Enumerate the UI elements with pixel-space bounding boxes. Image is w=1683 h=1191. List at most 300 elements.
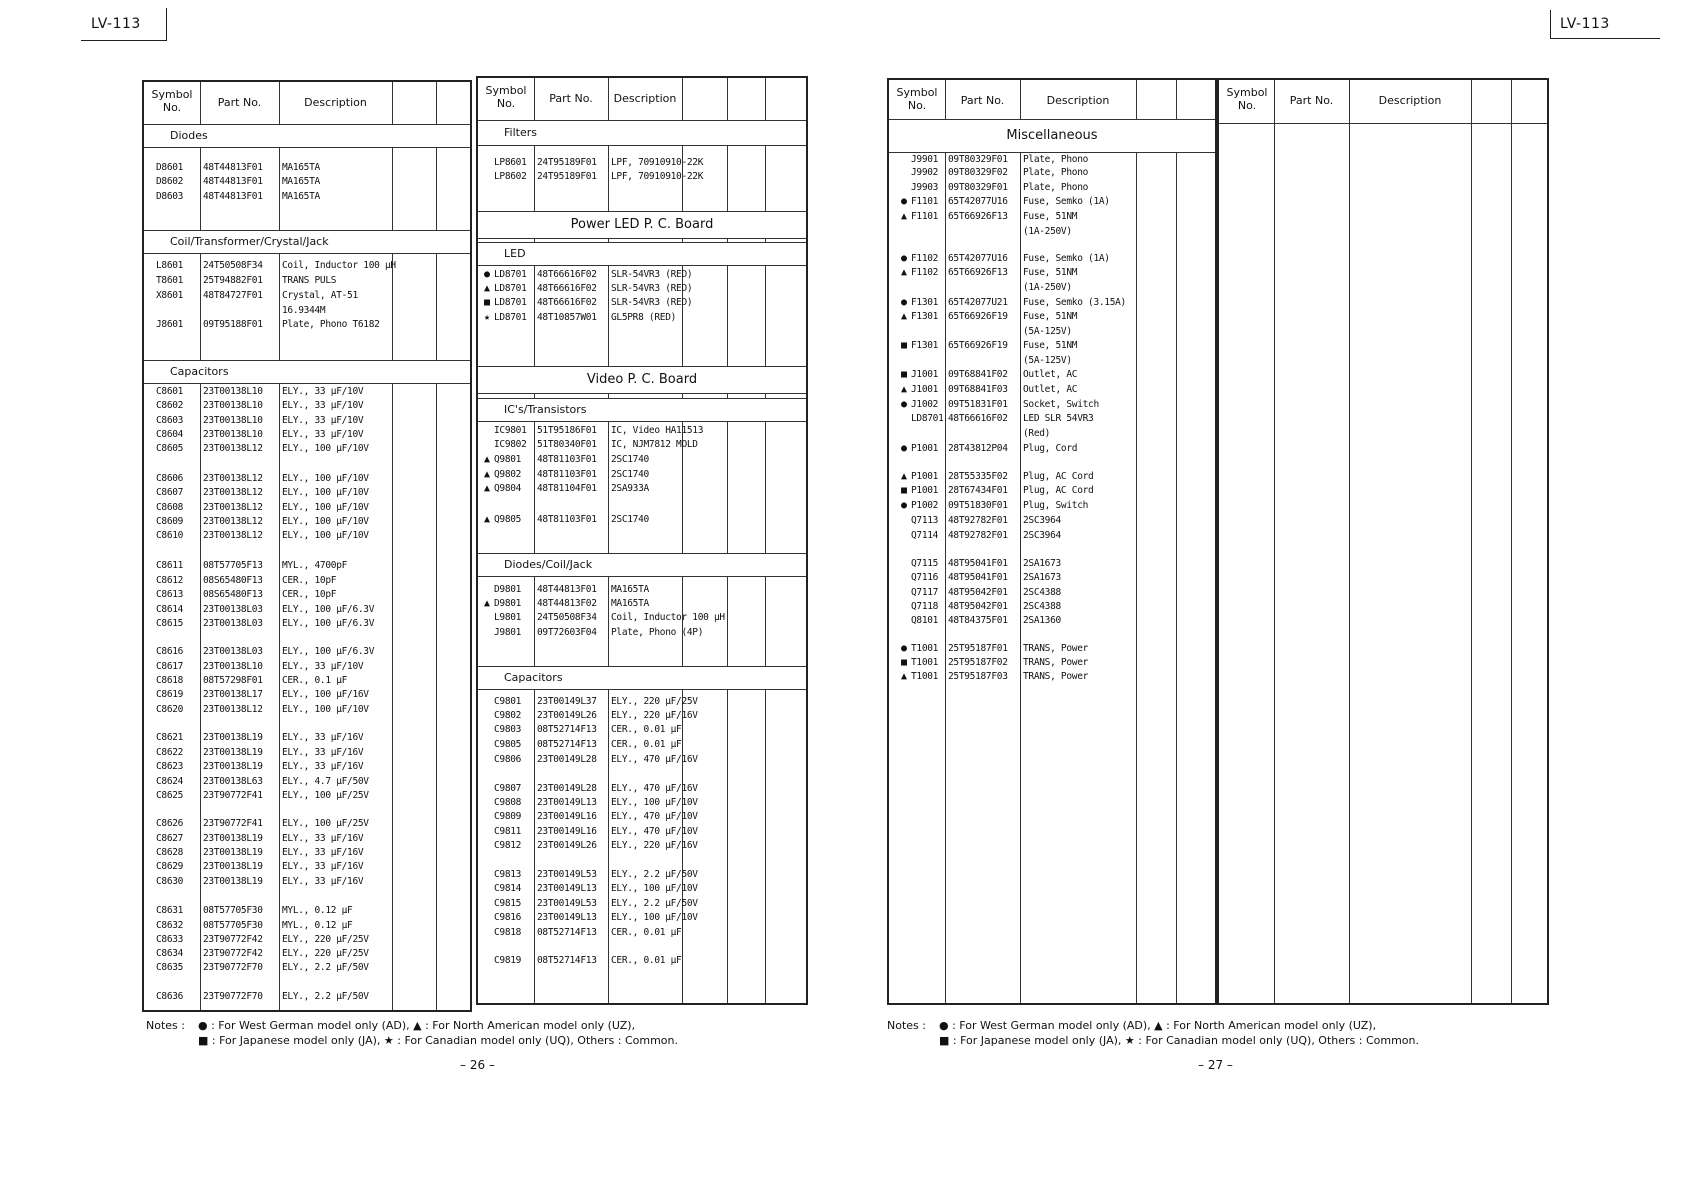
row-part-no: 23T00138L17 bbox=[203, 689, 263, 700]
row-part-no: 28T43812P04 bbox=[948, 443, 1008, 454]
row-symbol: D8603 bbox=[156, 191, 184, 202]
notes-line2: ■ : For Japanese model only (JA), ★ : For Canadian model only (UQ), Others : Common. bbox=[939, 1034, 1420, 1047]
row-part-no: 23T00138L10 bbox=[203, 429, 263, 440]
row-symbol: X8601 bbox=[156, 290, 184, 301]
row-description: ELY., 100 μF/6.3V bbox=[282, 604, 375, 615]
row-part-no: 23T00138L10 bbox=[203, 400, 263, 411]
row-symbol: J9901 bbox=[911, 154, 939, 165]
row-marker: ▲ bbox=[901, 471, 907, 482]
row-part-no: 23T00138L12 bbox=[203, 516, 263, 527]
row-description: Plate, Phono T6182 bbox=[282, 319, 380, 330]
row-symbol: C8601 bbox=[156, 386, 184, 397]
row-description: 2SC4388 bbox=[1023, 587, 1061, 598]
section-heading: Capacitors bbox=[478, 666, 806, 690]
row-part-no: 23T00149L53 bbox=[537, 898, 597, 909]
row-symbol: C9808 bbox=[494, 797, 522, 808]
row-part-no: 48T81103F01 bbox=[537, 514, 597, 525]
row-symbol: P1002 bbox=[911, 500, 939, 511]
row-part-no: 48T10857W01 bbox=[537, 312, 597, 323]
row-description: ELY., 220 μF/25V bbox=[282, 934, 369, 945]
row-symbol: C8623 bbox=[156, 761, 184, 772]
row-part-no: 23T00138L12 bbox=[203, 487, 263, 498]
row-symbol: F1101 bbox=[911, 211, 939, 222]
model-number-left: LV-113 bbox=[91, 16, 141, 32]
row-symbol: IC9801 bbox=[494, 425, 527, 436]
row-part-no: 48T66616F02 bbox=[537, 269, 597, 280]
row-part-no: 23T00149L13 bbox=[537, 912, 597, 923]
section-heading: Power LED P. C. Board bbox=[478, 211, 806, 239]
model-number-right: LV-113 bbox=[1560, 16, 1610, 32]
row-description: 2SC1740 bbox=[611, 514, 649, 525]
row-part-no: 09T51831F01 bbox=[948, 399, 1008, 410]
row-description: ELY., 33 μF/16V bbox=[282, 747, 364, 758]
row-description: ELY., 220 μF/16V bbox=[611, 840, 698, 851]
row-description: (1A-250V) bbox=[1023, 282, 1072, 293]
row-part-no: 48T95041F01 bbox=[948, 572, 1008, 583]
row-marker: ▲ bbox=[484, 483, 490, 494]
row-marker: ▲ bbox=[901, 671, 907, 682]
row-description: Fuse, 51NM bbox=[1023, 211, 1078, 222]
section-heading: Coil/Transformer/Crystal/Jack bbox=[144, 230, 470, 254]
row-description: ELY., 100 μF/10V bbox=[282, 704, 369, 715]
row-description: Outlet, AC bbox=[1023, 369, 1078, 380]
row-symbol: C8632 bbox=[156, 920, 184, 931]
column-divider bbox=[436, 82, 437, 1010]
row-description: Plug, AC Cord bbox=[1023, 485, 1094, 496]
row-description: MA165TA bbox=[611, 598, 649, 609]
row-description: CER., 10pF bbox=[282, 575, 337, 586]
row-part-no: 65T42077U21 bbox=[948, 297, 1008, 308]
row-symbol: C9809 bbox=[494, 811, 522, 822]
row-part-no: 24T50508F34 bbox=[203, 260, 263, 271]
row-description: TRANS, Power bbox=[1023, 657, 1089, 668]
row-symbol: L9801 bbox=[494, 612, 522, 623]
row-part-no: 48T81104F01 bbox=[537, 483, 597, 494]
header-symbol-no: Symbol No. bbox=[1226, 86, 1268, 112]
row-part-no: 23T00138L03 bbox=[203, 618, 263, 629]
row-part-no: 23T00149L37 bbox=[537, 696, 597, 707]
row-part-no: 48T44813F01 bbox=[203, 162, 263, 173]
row-part-no: 65T66926F13 bbox=[948, 211, 1008, 222]
row-description: ELY., 33 μF/10V bbox=[282, 400, 364, 411]
row-symbol: LD8701 bbox=[494, 283, 527, 294]
row-part-no: 08T57705F13 bbox=[203, 560, 263, 571]
row-marker: ● bbox=[901, 196, 907, 207]
row-part-no: 48T44813F01 bbox=[203, 191, 263, 202]
section-heading: Diodes/Coil/Jack bbox=[478, 553, 806, 577]
row-symbol: C8631 bbox=[156, 905, 184, 916]
row-description: Fuse, 51NM bbox=[1023, 311, 1078, 322]
row-part-no: 09T80329F01 bbox=[948, 154, 1008, 165]
row-marker: ● bbox=[901, 500, 907, 511]
row-description: 2SC3964 bbox=[1023, 515, 1061, 526]
row-part-no: 09T68841F03 bbox=[948, 384, 1008, 395]
header-description: Description bbox=[1378, 94, 1442, 107]
row-part-no: 23T00138L12 bbox=[203, 443, 263, 454]
row-description: ELY., 100 μF/6.3V bbox=[282, 646, 375, 657]
column-divider bbox=[279, 82, 280, 1010]
row-symbol: D8601 bbox=[156, 162, 184, 173]
row-marker: ■ bbox=[901, 369, 907, 380]
row-part-no: 65T42077U16 bbox=[948, 253, 1008, 264]
page-number-left: – 26 – bbox=[460, 1058, 495, 1072]
row-part-no: 28T55335F02 bbox=[948, 471, 1008, 482]
row-description: MYL., 0.12 μF bbox=[282, 905, 353, 916]
notes-left bbox=[146, 1018, 679, 1047]
row-part-no: 48T81103F01 bbox=[537, 469, 597, 480]
row-symbol: C8636 bbox=[156, 991, 184, 1002]
row-symbol: C9813 bbox=[494, 869, 522, 880]
row-part-no: 23T00149L28 bbox=[537, 754, 597, 765]
row-description: (Red) bbox=[1023, 428, 1051, 439]
row-description: ELY., 33 μF/10V bbox=[282, 661, 364, 672]
row-part-no: 09T68841F02 bbox=[948, 369, 1008, 380]
row-marker: ▲ bbox=[901, 384, 907, 395]
row-part-no: 23T00149L28 bbox=[537, 783, 597, 794]
notes-line2: ■ : For Japanese model only (JA), ★ : For Canadian model only (UQ), Others : Common. bbox=[198, 1034, 679, 1047]
row-marker: ▲ bbox=[484, 514, 490, 525]
row-description: CER., 0.01 μF bbox=[611, 955, 682, 966]
row-description: ELY., 100 μF/10V bbox=[282, 516, 369, 527]
row-part-no: 48T95041F01 bbox=[948, 558, 1008, 569]
row-description: Plate, Phono bbox=[1023, 167, 1089, 178]
row-marker: ■ bbox=[901, 340, 907, 351]
row-description: Fuse, Semko (1A) bbox=[1023, 253, 1110, 264]
row-description: IC, Video HA11513 bbox=[611, 425, 704, 436]
row-symbol: C8613 bbox=[156, 589, 184, 600]
row-description: ELY., 100 μF/25V bbox=[282, 818, 369, 829]
row-description: Crystal, AT-51 bbox=[282, 290, 358, 301]
column-divider bbox=[1511, 80, 1512, 1003]
row-part-no: 23T00149L26 bbox=[537, 710, 597, 721]
row-marker: ■ bbox=[901, 657, 907, 668]
row-symbol: J1001 bbox=[911, 384, 939, 395]
row-part-no: 48T66616F02 bbox=[948, 413, 1008, 424]
row-description: ELY., 33 μF/16V bbox=[282, 847, 364, 858]
parts-table-column-1 bbox=[142, 80, 472, 1012]
row-symbol: C8603 bbox=[156, 415, 184, 426]
row-part-no: 48T95042F01 bbox=[948, 601, 1008, 612]
row-part-no: 48T66616F02 bbox=[537, 297, 597, 308]
row-symbol: C9819 bbox=[494, 955, 522, 966]
row-description: ELY., 100 μF/10V bbox=[611, 797, 698, 808]
row-description: ELY., 4.7 μF/50V bbox=[282, 776, 369, 787]
row-part-no: 48T84727F01 bbox=[203, 290, 263, 301]
header-description: Description bbox=[613, 92, 677, 105]
row-description: 2SC3964 bbox=[1023, 530, 1061, 541]
row-part-no: 65T66926F19 bbox=[948, 340, 1008, 351]
row-description: ELY., 470 μF/10V bbox=[611, 826, 698, 837]
row-part-no: 08T57705F30 bbox=[203, 905, 263, 916]
row-marker: ● bbox=[901, 253, 907, 264]
page-header-right bbox=[1560, 16, 1610, 32]
row-marker: ● bbox=[901, 297, 907, 308]
row-symbol: C8614 bbox=[156, 604, 184, 615]
row-description: ELY., 33 μF/10V bbox=[282, 429, 364, 440]
row-description: Socket, Switch bbox=[1023, 399, 1099, 410]
row-description: ELY., 100 μF/10V bbox=[282, 443, 369, 454]
row-symbol: C8611 bbox=[156, 560, 184, 571]
row-part-no: 65T66926F19 bbox=[948, 311, 1008, 322]
row-symbol: T1001 bbox=[911, 643, 939, 654]
row-part-no: 09T80329F02 bbox=[948, 167, 1008, 178]
row-description: CER., 0.01 μF bbox=[611, 724, 682, 735]
row-symbol: F1301 bbox=[911, 311, 939, 322]
header-part-no: Part No. bbox=[1289, 94, 1334, 107]
row-part-no: 23T90772F42 bbox=[203, 948, 263, 959]
row-description: Plug, AC Cord bbox=[1023, 471, 1094, 482]
row-symbol: C8606 bbox=[156, 473, 184, 484]
row-marker: ▲ bbox=[484, 454, 490, 465]
row-part-no: 25T95187F02 bbox=[948, 657, 1008, 668]
page-header-left bbox=[91, 16, 141, 32]
row-symbol: C8607 bbox=[156, 487, 184, 498]
row-part-no: 08T57705F30 bbox=[203, 920, 263, 931]
row-part-no: 23T00138L03 bbox=[203, 604, 263, 615]
parts-table-column-4 bbox=[1217, 78, 1549, 1005]
row-symbol: C9806 bbox=[494, 754, 522, 765]
row-description: TRANS, Power bbox=[1023, 643, 1089, 654]
row-part-no: 24T50508F34 bbox=[537, 612, 597, 623]
section-heading: IC's/Transistors bbox=[478, 398, 806, 422]
row-part-no: 65T66926F13 bbox=[948, 267, 1008, 278]
row-symbol: C8621 bbox=[156, 732, 184, 743]
row-part-no: 48T95042F01 bbox=[948, 587, 1008, 598]
row-marker: ▲ bbox=[901, 211, 907, 222]
row-description: ELY., 470 μF/16V bbox=[611, 783, 698, 794]
row-description: ELY., 33 μF/10V bbox=[282, 415, 364, 426]
row-symbol: T8601 bbox=[156, 275, 184, 286]
row-description: ELY., 220 μF/16V bbox=[611, 710, 698, 721]
row-description: ELY., 100 μF/25V bbox=[282, 790, 369, 801]
row-part-no: 23T90772F41 bbox=[203, 790, 263, 801]
row-part-no: 48T92782F01 bbox=[948, 530, 1008, 541]
header-description: Description bbox=[304, 96, 367, 109]
row-description: MYL., 0.12 μF bbox=[282, 920, 353, 931]
row-description: 2SA933A bbox=[611, 483, 649, 494]
row-description: SLR-54VR3 (RED) bbox=[611, 283, 693, 294]
row-symbol: C9812 bbox=[494, 840, 522, 851]
row-part-no: 08S65480F13 bbox=[203, 575, 263, 586]
row-part-no: 51T80340F01 bbox=[537, 439, 597, 450]
row-part-no: 23T00138L19 bbox=[203, 833, 263, 844]
row-symbol: C8634 bbox=[156, 948, 184, 959]
row-part-no: 48T84375F01 bbox=[948, 615, 1008, 626]
row-description: (1A-250V) bbox=[1023, 226, 1072, 237]
table-header bbox=[1219, 80, 1547, 124]
section-heading: Capacitors bbox=[144, 360, 470, 384]
row-part-no: 48T44813F01 bbox=[537, 584, 597, 595]
row-symbol: C8618 bbox=[156, 675, 184, 686]
row-symbol: Q7114 bbox=[911, 530, 939, 541]
row-marker: ▲ bbox=[484, 598, 490, 609]
row-symbol: C8627 bbox=[156, 833, 184, 844]
row-part-no: 08T57298F01 bbox=[203, 675, 263, 686]
row-symbol: C8629 bbox=[156, 861, 184, 872]
row-part-no: 48T81103F01 bbox=[537, 454, 597, 465]
notes-right bbox=[887, 1018, 1420, 1047]
row-symbol: F1301 bbox=[911, 340, 939, 351]
row-part-no: 23T90772F70 bbox=[203, 991, 263, 1002]
row-part-no: 24T95189F01 bbox=[537, 171, 597, 182]
row-description: ELY., 470 μF/10V bbox=[611, 811, 698, 822]
header-part-no: Part No. bbox=[549, 92, 593, 105]
row-description: TRANS PULS bbox=[282, 275, 337, 286]
row-part-no: 09T51830F01 bbox=[948, 500, 1008, 511]
row-symbol: J8601 bbox=[156, 319, 184, 330]
row-part-no: 23T00138L19 bbox=[203, 847, 263, 858]
row-description: SLR-54VR3 (RED) bbox=[611, 269, 693, 280]
row-description: CER., 10pF bbox=[282, 589, 337, 600]
row-symbol: C8626 bbox=[156, 818, 184, 829]
row-description: LPF, 70910910-22K bbox=[611, 171, 704, 182]
row-symbol: C8619 bbox=[156, 689, 184, 700]
row-symbol: C8615 bbox=[156, 618, 184, 629]
page-number-right: – 27 – bbox=[1198, 1058, 1233, 1072]
row-part-no: 23T00138L12 bbox=[203, 473, 263, 484]
row-part-no: 23T00138L10 bbox=[203, 661, 263, 672]
row-part-no: 08S65480F13 bbox=[203, 589, 263, 600]
row-part-no: 23T00138L19 bbox=[203, 876, 263, 887]
row-symbol: F1102 bbox=[911, 253, 939, 264]
row-description: CER., 0.01 μF bbox=[611, 739, 682, 750]
row-description: MA165TA bbox=[611, 584, 649, 595]
row-description: IC, NJM7812 MOLD bbox=[611, 439, 698, 450]
row-description: MA165TA bbox=[282, 191, 320, 202]
row-part-no: 08T52714F13 bbox=[537, 724, 597, 735]
row-symbol: C8624 bbox=[156, 776, 184, 787]
row-symbol: J9902 bbox=[911, 167, 939, 178]
column-divider bbox=[1274, 80, 1275, 1003]
row-part-no: 23T00138L19 bbox=[203, 747, 263, 758]
row-symbol: L8601 bbox=[156, 260, 184, 271]
row-description: ELY., 2.2 μF/50V bbox=[611, 869, 698, 880]
row-symbol: IC9802 bbox=[494, 439, 527, 450]
parts-table-column-3 bbox=[887, 78, 1217, 1005]
parts-table-column-2 bbox=[476, 76, 808, 1005]
row-description: ELY., 33 μF/16V bbox=[282, 833, 364, 844]
header-description: Description bbox=[1046, 94, 1110, 107]
row-symbol: Q7113 bbox=[911, 515, 939, 526]
row-marker: ● bbox=[901, 643, 907, 654]
row-symbol: LD8701 bbox=[911, 413, 944, 424]
row-description: ELY., 100 μF/10V bbox=[611, 883, 698, 894]
row-symbol: LP8601 bbox=[494, 157, 527, 168]
column-divider bbox=[1136, 80, 1137, 1003]
row-description: Plate, Phono bbox=[1023, 154, 1089, 165]
row-description: ELY., 33 μF/16V bbox=[282, 732, 364, 743]
row-part-no: 23T90772F70 bbox=[203, 962, 263, 973]
row-symbol: C9805 bbox=[494, 739, 522, 750]
row-description: 16.9344M bbox=[282, 305, 326, 316]
row-symbol: D8602 bbox=[156, 176, 184, 187]
row-part-no: 48T92782F01 bbox=[948, 515, 1008, 526]
header-part-no: Part No. bbox=[960, 94, 1005, 107]
row-description: Plug, Switch bbox=[1023, 500, 1089, 511]
row-symbol: C8628 bbox=[156, 847, 184, 858]
row-description: Plug, Cord bbox=[1023, 443, 1078, 454]
row-symbol: Q7116 bbox=[911, 572, 939, 583]
header-rule bbox=[1550, 38, 1660, 39]
row-symbol: C8635 bbox=[156, 962, 184, 973]
row-part-no: 24T95189F01 bbox=[537, 157, 597, 168]
row-part-no: 23T00138L12 bbox=[203, 704, 263, 715]
column-divider bbox=[1471, 80, 1472, 1003]
row-part-no: 09T95188F01 bbox=[203, 319, 263, 330]
row-symbol: C9803 bbox=[494, 724, 522, 735]
section-heading: Diodes bbox=[144, 124, 470, 148]
row-description: Coil, Inductor 100 μH bbox=[611, 612, 725, 623]
row-symbol: Q9802 bbox=[494, 469, 522, 480]
row-symbol: C8617 bbox=[156, 661, 184, 672]
header-part-no: Part No. bbox=[217, 96, 262, 109]
row-part-no: 23T00149L13 bbox=[537, 797, 597, 808]
row-symbol: C9801 bbox=[494, 696, 522, 707]
notes-label: Notes : bbox=[146, 1019, 185, 1032]
row-description: GL5PR8 (RED) bbox=[611, 312, 677, 323]
row-symbol: C8630 bbox=[156, 876, 184, 887]
row-symbol: F1102 bbox=[911, 267, 939, 278]
row-part-no: 28T67434F01 bbox=[948, 485, 1008, 496]
row-part-no: 23T90772F41 bbox=[203, 818, 263, 829]
row-part-no: 23T00138L12 bbox=[203, 502, 263, 513]
table-header bbox=[889, 80, 1215, 124]
row-description: 2SC1740 bbox=[611, 454, 649, 465]
row-description: 2SA1673 bbox=[1023, 572, 1061, 583]
row-part-no: 09T72603F04 bbox=[537, 627, 597, 638]
header-tick bbox=[1550, 10, 1551, 38]
row-part-no: 23T00138L19 bbox=[203, 732, 263, 743]
row-description: ELY., 470 μF/16V bbox=[611, 754, 698, 765]
row-description: ELY., 33 μF/10V bbox=[282, 386, 364, 397]
row-symbol: C8605 bbox=[156, 443, 184, 454]
row-description: ELY., 2.2 μF/50V bbox=[611, 898, 698, 909]
row-symbol: J9903 bbox=[911, 182, 939, 193]
row-description: Plate, Phono (4P) bbox=[611, 627, 704, 638]
row-part-no: 25T94882F01 bbox=[203, 275, 263, 286]
table-header bbox=[478, 78, 806, 122]
row-part-no: 23T00149L16 bbox=[537, 811, 597, 822]
row-part-no: 65T42077U16 bbox=[948, 196, 1008, 207]
row-symbol: Q9804 bbox=[494, 483, 522, 494]
row-symbol: C8602 bbox=[156, 400, 184, 411]
row-part-no: 23T00138L12 bbox=[203, 530, 263, 541]
row-symbol: C8625 bbox=[156, 790, 184, 801]
row-description: 2SC1740 bbox=[611, 469, 649, 480]
row-description: (5A-125V) bbox=[1023, 355, 1072, 366]
row-description: ELY., 33 μF/16V bbox=[282, 861, 364, 872]
row-marker: ▲ bbox=[484, 283, 490, 294]
row-symbol: C8633 bbox=[156, 934, 184, 945]
row-part-no: 51T95186F01 bbox=[537, 425, 597, 436]
row-marker: ● bbox=[901, 399, 907, 410]
section-heading: Filters bbox=[478, 120, 806, 146]
row-symbol: P1001 bbox=[911, 471, 939, 482]
row-symbol: F1301 bbox=[911, 297, 939, 308]
row-part-no: 23T00138L63 bbox=[203, 776, 263, 787]
row-part-no: 23T00138L19 bbox=[203, 761, 263, 772]
column-divider bbox=[945, 80, 946, 1003]
row-description: ELY., 220 μF/25V bbox=[282, 948, 369, 959]
row-description: Coil, Inductor 100 μH bbox=[282, 260, 396, 271]
row-description: TRANS, Power bbox=[1023, 671, 1089, 682]
row-symbol: D9801 bbox=[494, 598, 522, 609]
row-symbol: LD8701 bbox=[494, 269, 527, 280]
column-divider bbox=[1020, 80, 1021, 1003]
row-description: Fuse, Semko (1A) bbox=[1023, 196, 1110, 207]
row-part-no: 23T00138L19 bbox=[203, 861, 263, 872]
row-symbol: Q7115 bbox=[911, 558, 939, 569]
